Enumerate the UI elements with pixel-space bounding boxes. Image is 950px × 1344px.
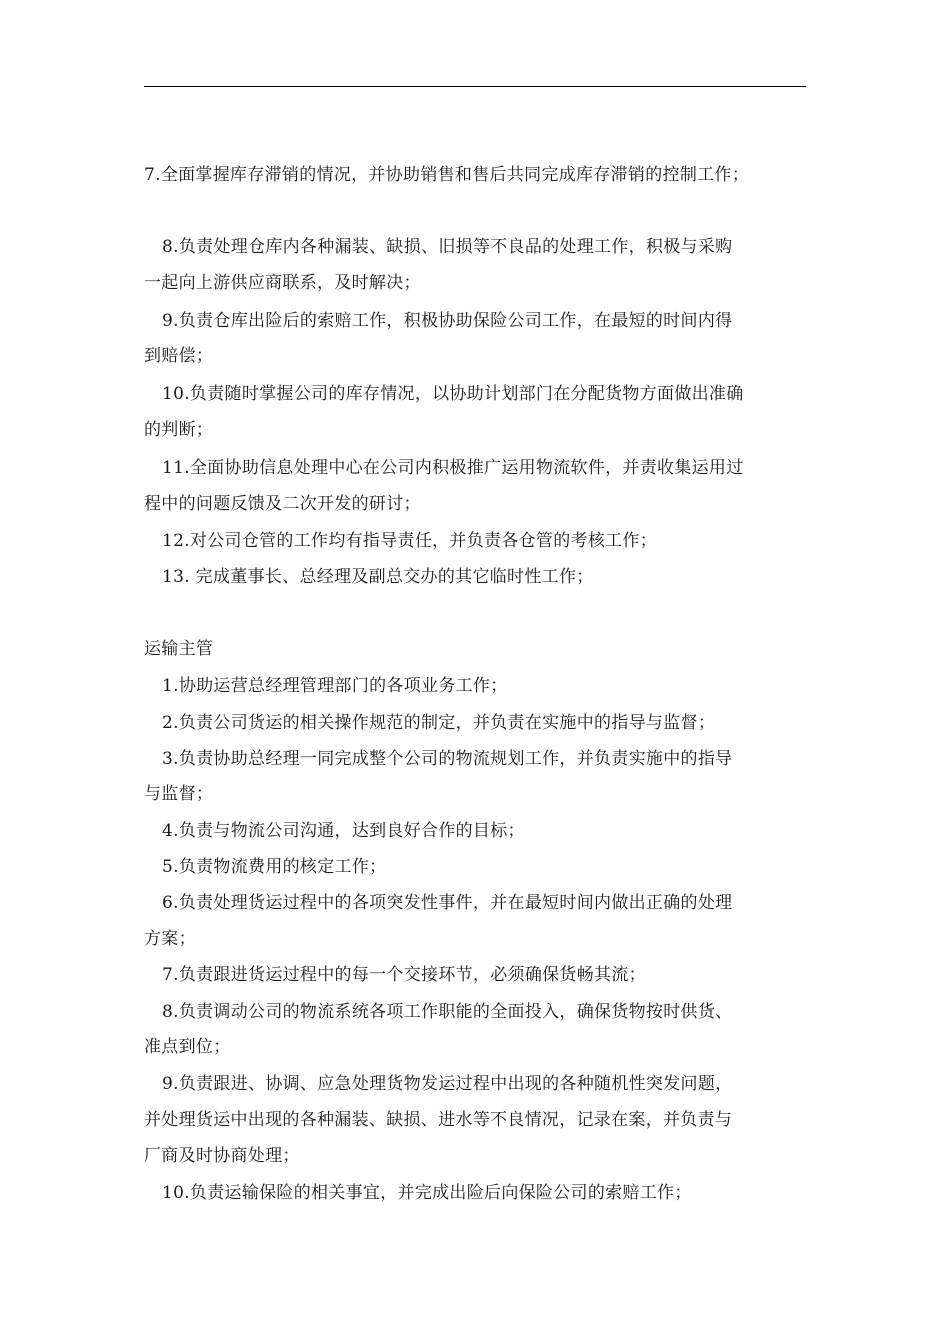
header-rule <box>144 86 806 87</box>
paragraph-line: 10.负责随时掌握公司的库存情况，以协助计划部门在分配货物方面做出准确 <box>162 384 744 404</box>
paragraph-line: 的判断； <box>144 420 214 440</box>
section-title: 运输主管 <box>144 639 214 659</box>
paragraph-line: 准点到位； <box>144 1037 231 1057</box>
paragraph-line: 到赔偿； <box>144 346 214 366</box>
paragraph-line: 8.负责调动公司的物流系统各项工作职能的全面投入，确保货物按时供货、 <box>162 1002 733 1022</box>
paragraph-line: 一起向上游供应商联系，及时解决； <box>144 273 421 293</box>
paragraph-line: 11.全面协助信息处理中心在公司内积极推广运用物流软件，并责收集运用过 <box>162 458 744 478</box>
paragraph-line: 5.负责物流费用的核定工作； <box>162 857 387 877</box>
paragraph-line: 12.对公司仓管的工作均有指导责任，并负责各仓管的考核工作； <box>162 531 658 551</box>
paragraph-line: 3.负责协助总经理一同完成整个公司的物流规划工作，并负责实施中的指导 <box>162 749 733 769</box>
paragraph-line: 程中的问题反馈及二次开发的研讨； <box>144 494 421 514</box>
paragraph-line: 13. 完成董事长、总经理及副总交办的其它临时性工作； <box>162 567 594 587</box>
paragraph-line: 9.负责仓库出险后的索赔工作，积极协助保险公司工作，在最短的时间内得 <box>162 311 733 331</box>
paragraph-line: 方案； <box>144 929 196 949</box>
paragraph-line: 6.负责处理货运过程中的各项突发性事件，并在最短时间内做出正确的处理 <box>162 893 733 913</box>
paragraph-line: 1.协助运营总经理管理部门的各项业务工作； <box>162 676 508 696</box>
paragraph-line: 7.负责跟进货运过程中的每一个交接环节，必须确保货畅其流； <box>162 965 646 985</box>
paragraph-line: 2.负责公司货运的相关操作规范的制定，并负责在实施中的指导与监督； <box>162 713 716 733</box>
paragraph-line: 并处理货运中出现的各种漏装、缺损、进水等不良情况，记录在案，并负责与 <box>144 1110 733 1130</box>
paragraph-line: 与监督； <box>144 784 214 804</box>
paragraph-line: 10.负责运输保险的相关事宜，并完成出险后向保险公司的索赔工作； <box>162 1183 692 1203</box>
paragraph-line: 7.全面掌握库存滞销的情况，并协助销售和售后共同完成库存滞销的控制工作； <box>144 165 750 185</box>
paragraph-line: 厂商及时协商处理； <box>144 1146 300 1166</box>
paragraph-line: 9.负责跟进、协调、应急处理货物发运过程中出现的各种随机性突发问题， <box>162 1074 733 1094</box>
paragraph-line: 8.负责处理仓库内各种漏装、缺损、旧损等不良品的处理工作，积极与采购 <box>162 237 733 257</box>
paragraph-line: 4.负责与物流公司沟通，达到良好合作的目标； <box>162 821 525 841</box>
